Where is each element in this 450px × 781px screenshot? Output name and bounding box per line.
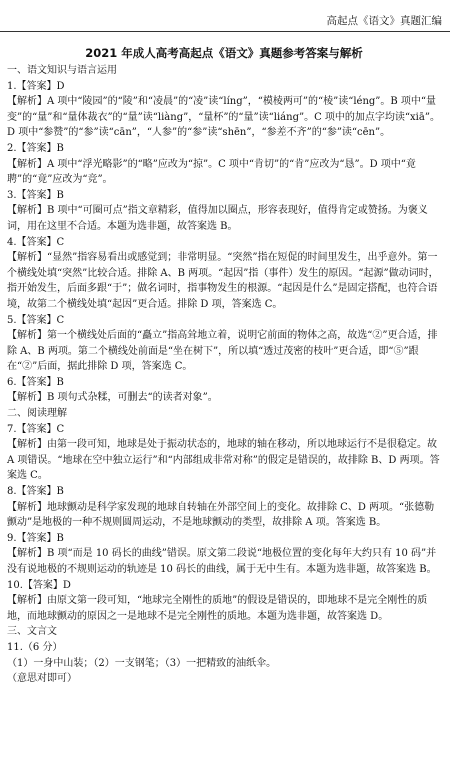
explanation-paragraph: 【解析】“显然”指容易看出或感觉到；非常明显。“突然”指在短促的时间里发生，出乎意外。第一个横线处填“突然”比较合适。排除 A、B 两项。“起因”指（事件）发生的原因。“起源”做动词时，指开始发生，后面多跟“于”；做名词时，指事物发生的根源。“起因是什么”是固定搭配，也符合语境，故第二个横线处填“起因”更合适。排除 D 项，答案选 C。 [7, 252, 439, 310]
answer-line: 10.【答案】D [7, 579, 71, 591]
document-title: 2021 年成人高考高起点《语文》真题参考答案与解析 [85, 46, 363, 60]
answer-section-3 [7, 624, 441, 686]
explanation-paragraph: 【解析】第一个横线处后面的“矗立”指高耸地立着，说明它前面的物体之高，故选“②”更合适，排除 A、B 两项。第二个横线处前面是“坐在树下”，所以填“透过茂密的枝叶”更合适，即“⑤”跟在“②”后面，据此排除 D 项，答案选 C。 [7, 330, 438, 373]
answer-line: 2.【答案】B [7, 142, 64, 154]
answer-line: 6.【答案】B [7, 376, 64, 388]
section-heading: 三、文言文 [7, 626, 57, 638]
answer-section-2 [7, 406, 441, 624]
answer-line: 1.【答案】D [7, 80, 65, 92]
document-body [7, 45, 441, 687]
explanation-paragraph: 【解析】地球颤动是科学家发现的地球自转轴在外部空间上的变化。故排除 C、D 两项。“张德勒颤动”是地极的一种不规则圆周运动，不是地球颤动的类型，故排除 A 项。答案选 B。 [7, 501, 435, 529]
explanation-paragraph: 【解析】由第一段可知，地球是处于振动状态的，地球的轴在移动，所以地球运行不是很稳定。故 A 项错误。“地球在空中独立运行”和“内部组成非常对称”的假定是错误的，故排除 B、D 两项。答案选 C。 [7, 439, 440, 482]
answer-line: 3.【答案】B [7, 189, 64, 201]
section-heading: 一、语文知识与语言运用 [7, 65, 117, 76]
answer-line: 4.【答案】C [7, 236, 65, 248]
answer-line: 11.（6 分） [7, 641, 63, 653]
answer-line: 9.【答案】B [7, 532, 64, 544]
page-header [0, 0, 450, 32]
answer-line: 8.【答案】B [7, 486, 64, 498]
explanation-paragraph: 【解析】B 项句式杂糅，可删去“的读者对象”。 [7, 392, 218, 404]
explanation-paragraph: 【解析】A 项中“陵园”的“陵”和“凌晨”的“凌”读“líng”，“模棱两可”的“棱”读“léng”。B 项中“量变”的“量”和“量体裁衣”的“量”读“liàng”，“量杯”的“量”读“liáng”。C 项中的加点字均读“xiā”。D 项中“参赞”的“参”读“cān”，“人参”的“参”读“shēn”，“参差不齐”的“参”读“cēn”。 [7, 96, 440, 139]
section-heading: 二、阅读理解 [7, 408, 67, 420]
explanation-paragraph: 【解析】由原文第一段可知，“地球完全刚性的质地”的假设是错误的，即地球不是完全刚性的质地，而地球颤动的原因之一是地球不是完全刚性的质地。本题为选非题，故答案选 D。 [7, 595, 428, 622]
answer-line: 5.【答案】C [7, 314, 65, 326]
explanation-paragraph: 【解析】A 项中“浮光略影”的“略”应改为“掠”。C 项中“肯切”的“肯”应改为“恳”。D 项中“竟聘”的“竟”应改为“竞”。 [7, 158, 416, 186]
answer-section-1 [7, 63, 441, 406]
answer-note: （意思对即可） [7, 673, 77, 685]
header-title: 高起点《语文》真题汇编 [326, 15, 442, 27]
explanation-paragraph: 【解析】B 项“而是 10 码长的曲线”错误。原文第二段说“地极位置的变化每年大约只有 10 码”并没有说地极的不规则运动的轨迹是 10 码长的曲线，属于无中生有。本题为选非题，故答案选 B。 [7, 548, 437, 575]
answer-line: 7.【答案】C [7, 423, 65, 435]
answer-text: （1）一身中山装；（2）一支钢笔；（3）一把精致的油纸伞。 [7, 657, 277, 669]
explanation-paragraph: 【解析】B 项中“可圈可点”指文章精彩，值得加以圈点，形容表现好，值得肯定或赞扬。为褒义词，用在这里不合适。本题为选非题，故答案选 B。 [7, 205, 428, 232]
